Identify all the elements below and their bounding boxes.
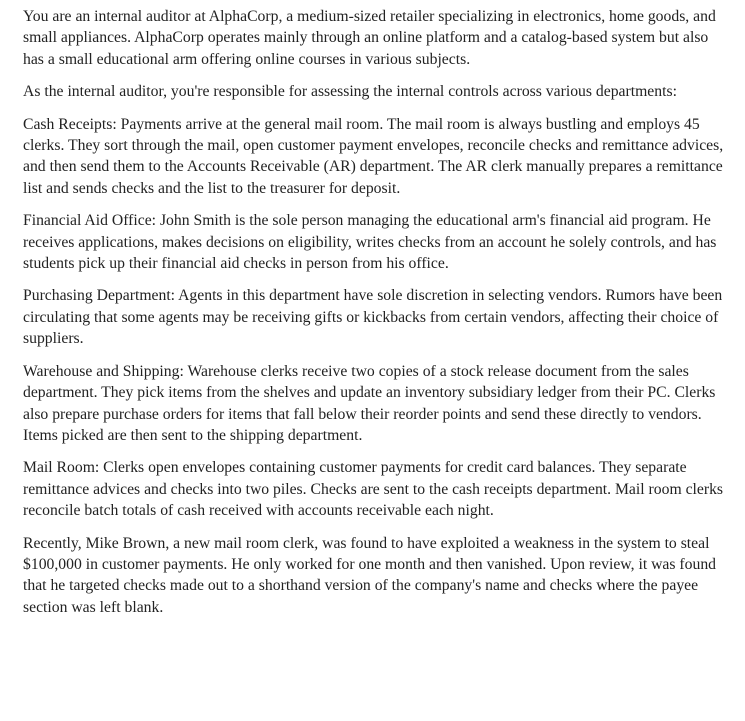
mail-room-paragraph: Mail Room: Clerks open envelopes containing customer payments for credit card balances. They separate remittance advices and checks into two piles. Checks are sent to the cash receipts department. Mail room clerks reconcile batch totals of cash received with accounts receivable each night. <box>23 459 724 520</box>
purchasing-paragraph: Purchasing Department: Agents in this department have sole discretion in selecting vendors. Rumors have been circulating that some agents may be receiving gifts or kickbacks from certain vendors, affecting their choice of suppliers. <box>23 287 723 348</box>
responsibility-paragraph: As the internal auditor, you're responsible for assessing the internal controls across various departments: <box>23 83 677 101</box>
fraud-incident-paragraph: Recently, Mike Brown, a new mail room clerk, was found to have exploited a weakness in the system to steal $100,000 in customer payments. He only worked for one month and then vanished. Upon review, it was found that he targeted checks made out to a shorthand version of the company's name and checks where the payee section was left blank. <box>23 534 717 616</box>
warehouse-shipping-paragraph: Warehouse and Shipping: Warehouse clerks receive two copies of a stock release document from the sales department. They pick items from the shelves and update an inventory subsidiary ledger from their PC. Clerks also prepare purchase orders for items that fall below their reorder points and send these directly to vendors. Items picked are then sent to the shipping department. <box>23 362 716 444</box>
intro-paragraph: You are an internal auditor at AlphaCorp, a medium-sized retailer specializing in electronics, home goods, and small appliances. AlphaCorp operates mainly through an online platform and a catalog-based system but also has a small educational arm offering online courses in various subjects. <box>23 8 716 68</box>
financial-aid-paragraph: Financial Aid Office: John Smith is the sole person managing the educational arm's financial aid program. He receives applications, makes decisions on eligibility, writes checks from an account he solely controls, and has students pick up their financial aid checks in person from his office. <box>23 212 717 273</box>
cash-receipts-paragraph: Cash Receipts: Payments arrive at the general mail room. The mail room is always bustling and employs 45 clerks. They sort through the mail, open customer payment envelopes, reconcile checks and remittance advices, and then send them to the Accounts Receivable (AR) department. The AR clerk manually prepares a remittance list and sends checks and the list to the treasurer for deposit. <box>23 115 724 197</box>
